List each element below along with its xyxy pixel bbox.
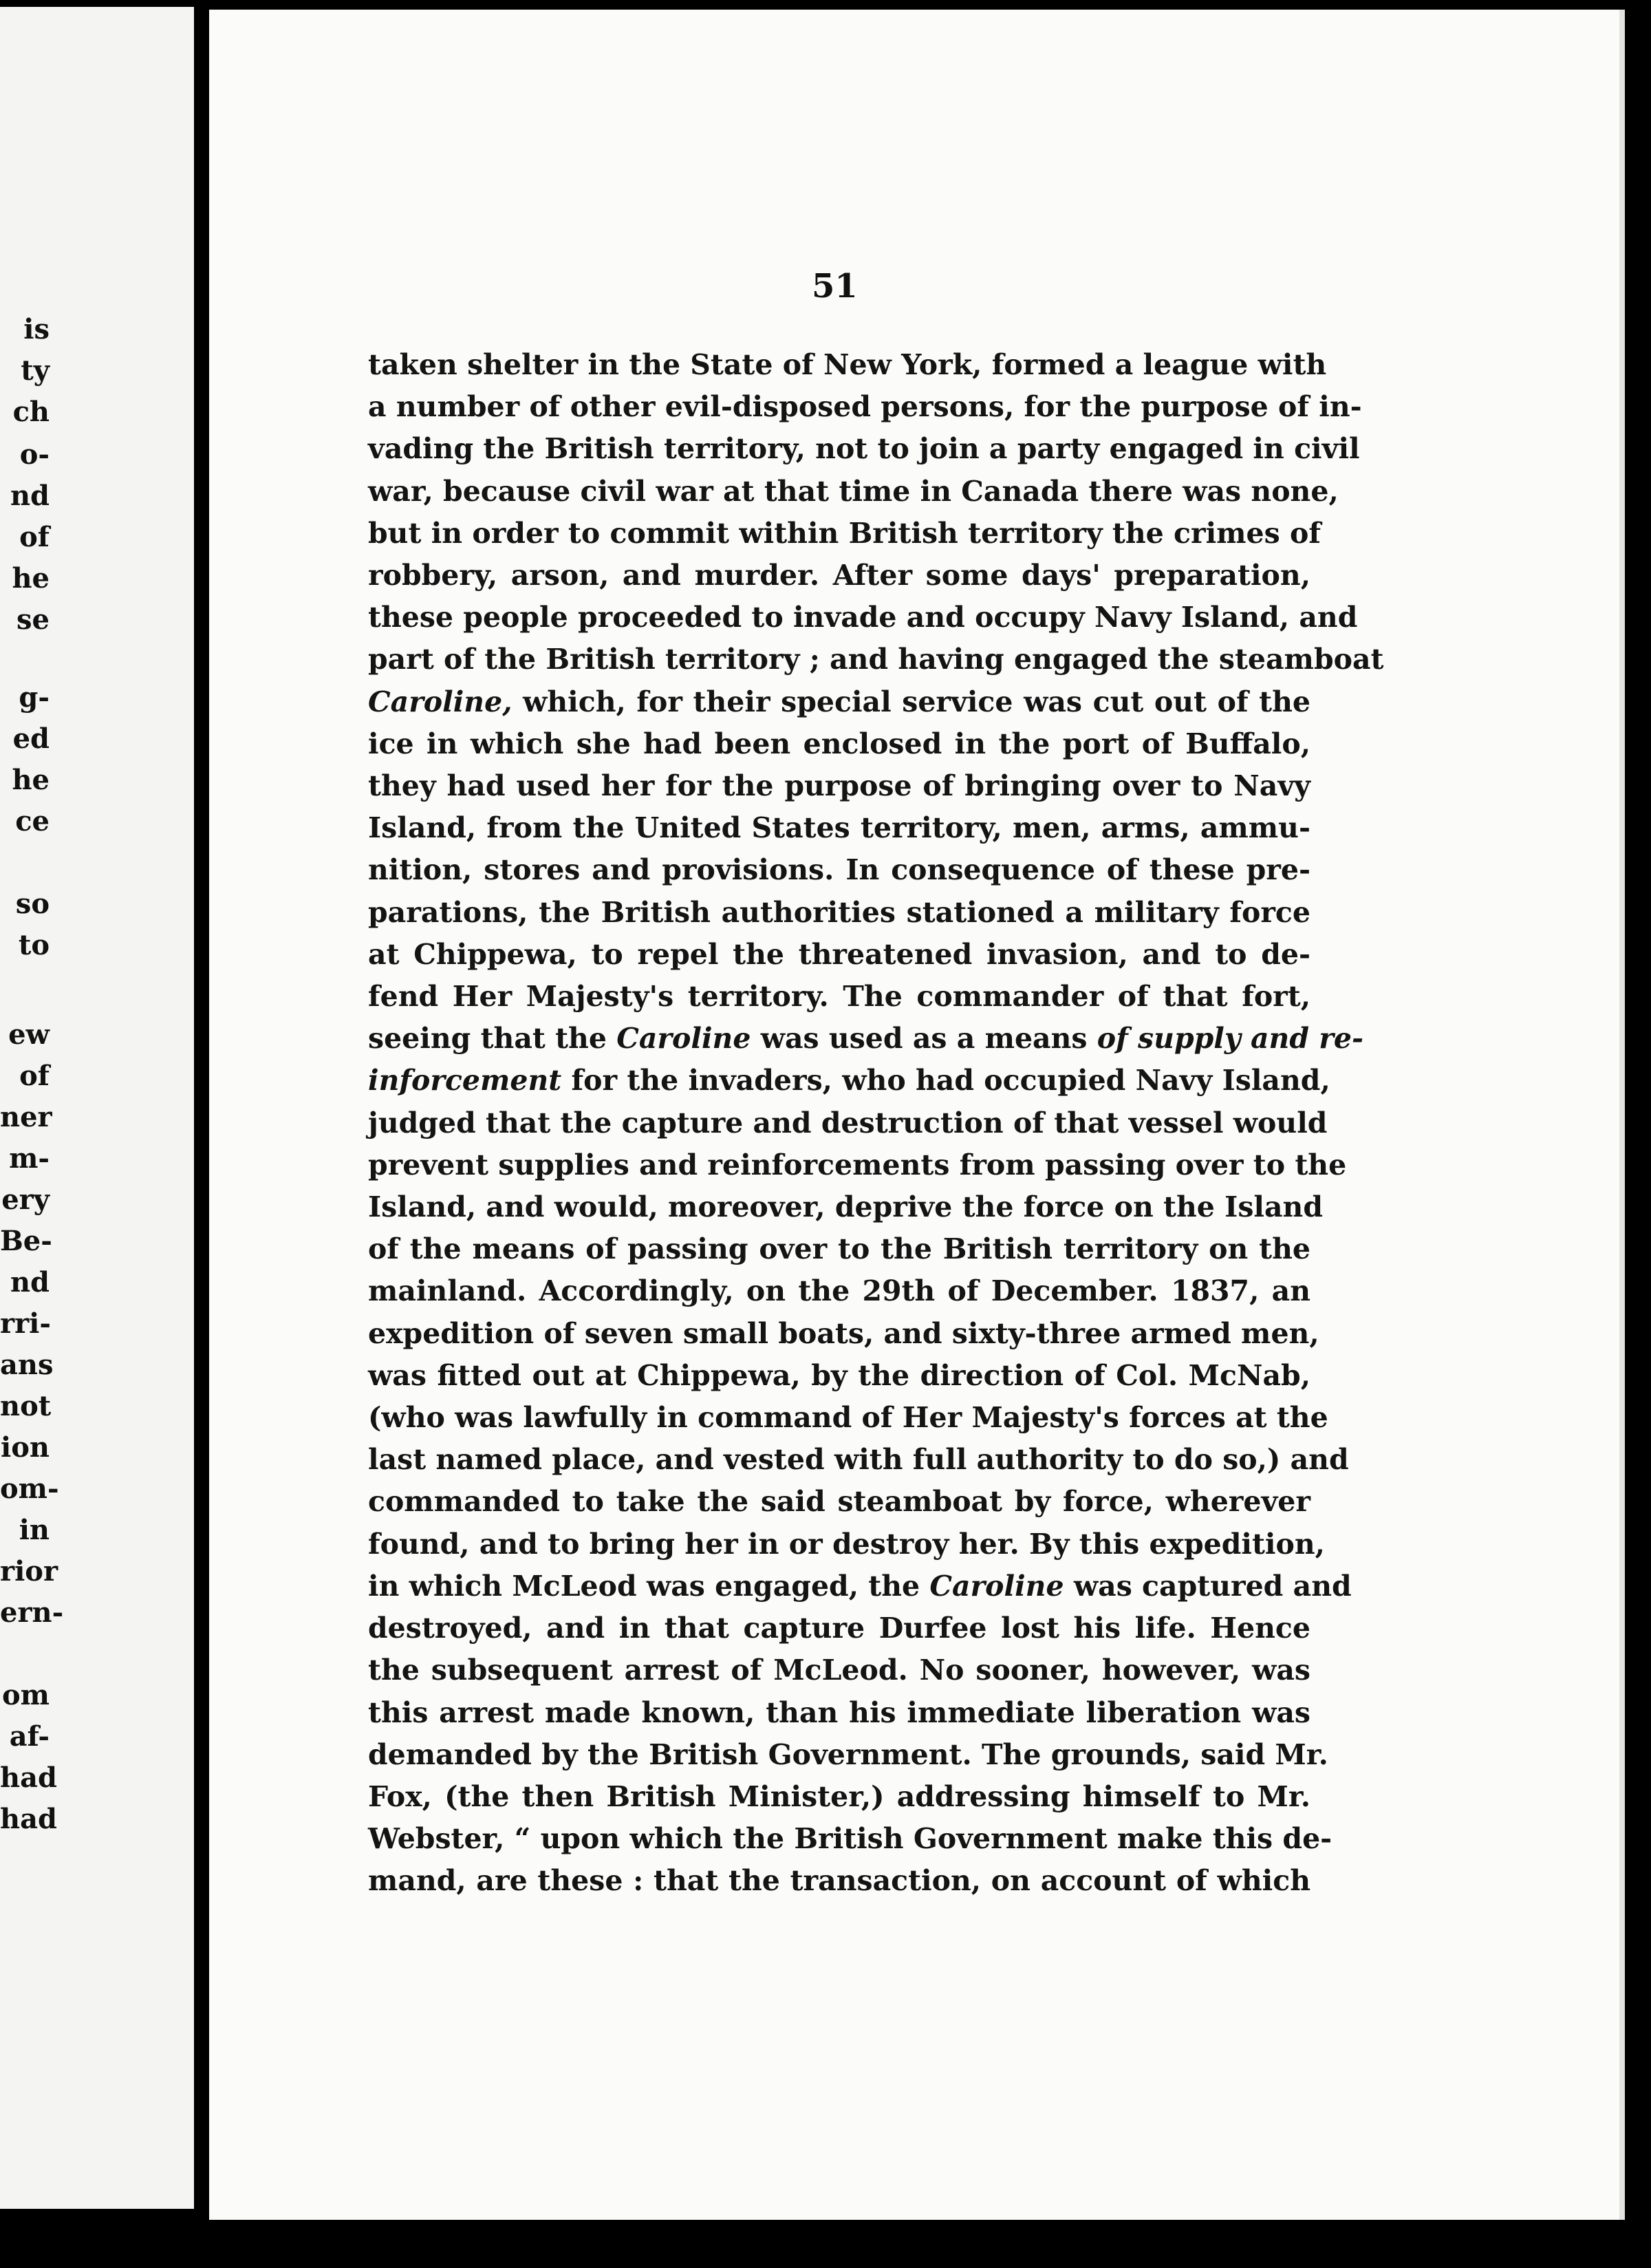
text-run: destroyed, and in that capture Durfee lost his life. Hence	[368, 1612, 1310, 1645]
text-run: vading the British territory, not to join a party engaged in civil	[368, 432, 1360, 466]
text-run: part of the British territory ; and having engaged the steamboat	[368, 643, 1384, 676]
text-run: prevent supplies and reinforcements from passing over to the	[368, 1148, 1347, 1181]
text-run: the subsequent arrest of McLeod. No sooner, however, was	[368, 1654, 1310, 1687]
text-run: Island, from the United States territory, men, arms, ammu-	[368, 811, 1310, 845]
text-line	[368, 1060, 1330, 1102]
text-run: these people proceeded to invade and occupy Navy Island, and	[368, 601, 1358, 634]
text-run: ice in which she had been enclosed in the port of Buffalo,	[368, 727, 1310, 760]
italic-text-run: of supply and re-	[1097, 1022, 1363, 1056]
text-line	[368, 1565, 1352, 1607]
text-run: Fox, (the then British Minister,) addressing himself to Mr.	[368, 1779, 1310, 1813]
text-line	[368, 1228, 1310, 1270]
text-run: was fitted out at Chippewa, by the direction of Col. McNab,	[368, 1358, 1310, 1392]
facing-page-fragment-text: rior	[0, 1555, 58, 1587]
text-run: nition, stores and provisions. In consequence of these pre-	[368, 853, 1310, 887]
facing-page-fragment-text: ew	[8, 1018, 50, 1051]
facing-page-fragment-text: ion	[1, 1431, 50, 1464]
facing-page-fragment-text: so	[15, 888, 50, 920]
facing-page-fragment-text: had	[0, 1762, 57, 1794]
italic-text-run: inforcement	[368, 1064, 562, 1098]
page-number: 51	[812, 267, 858, 306]
text-run: at Chippewa, to repel the threatened invasion, and to de-	[368, 937, 1310, 971]
facing-page-fragment-text: m-	[9, 1142, 50, 1175]
text-line	[368, 344, 1327, 386]
text-line	[368, 1102, 1328, 1144]
facing-page-fragment-text: he	[12, 562, 50, 595]
facing-page-fragment-text: is	[23, 313, 50, 345]
text-run: Webster, “ upon which the British Government make this de-	[368, 1822, 1332, 1856]
text-run: mand, are these : that the transaction, on account of which	[368, 1864, 1310, 1898]
facing-page-fragment-text: had	[0, 1803, 57, 1835]
text-line	[368, 934, 1310, 976]
facing-page-fragment-text: g-	[19, 681, 50, 714]
facing-page-fragment-text: ner	[0, 1101, 52, 1133]
text-line	[368, 807, 1310, 849]
facing-page-fragment-text: to	[18, 929, 50, 961]
text-run: expedition of seven small boats, and sixty-three armed men,	[368, 1316, 1319, 1350]
text-line	[368, 1186, 1324, 1228]
text-line	[368, 1692, 1310, 1734]
text-run: seeing that the	[368, 1022, 617, 1056]
text-line	[368, 1439, 1349, 1481]
text-run: this arrest made known, than his immediate liberation was	[368, 1695, 1310, 1729]
italic-text-run: Caroline	[616, 1022, 751, 1056]
text-run: (who was lawfully in command of Her Majesty's forces at the	[368, 1401, 1328, 1435]
italic-text-run: Caroline,	[368, 685, 512, 718]
text-run: but in order to commit within British territory the crimes of	[368, 516, 1321, 550]
facing-page-fragment-text: he	[12, 764, 50, 796]
facing-page-fragment-text: se	[17, 603, 50, 636]
text-run: commanded to take the said steamboat by force, wherever	[368, 1485, 1310, 1519]
text-run: was used as a means	[751, 1022, 1097, 1056]
facing-page-fragment-text: not	[0, 1390, 52, 1422]
facing-page-fragment-text: ed	[12, 723, 50, 755]
text-line	[368, 1313, 1319, 1355]
text-run: was captured and	[1064, 1569, 1352, 1603]
italic-text-run: Caroline	[929, 1569, 1064, 1603]
text-line	[368, 1649, 1310, 1691]
facing-page-fragment-text: af-	[9, 1720, 50, 1753]
facing-page-fragment-text: ch	[12, 396, 50, 428]
text-run: demanded by the British Government. The grounds, said Mr.	[368, 1737, 1328, 1771]
text-run: of the means of passing over to the British territory on the	[368, 1232, 1310, 1266]
text-line	[368, 1860, 1310, 1902]
text-run: robbery, arson, and murder. After some days' preparation,	[368, 559, 1310, 592]
text-line	[368, 1270, 1310, 1312]
text-run: taken shelter in the State of New York, formed a league with	[368, 348, 1327, 381]
facing-page-fragment-text: om-	[0, 1473, 59, 1505]
text-run: parations, the British authorities stationed a military force	[368, 895, 1310, 929]
facing-page-fragment-text: Be-	[0, 1225, 52, 1257]
facing-page-fragment-text: of	[19, 1060, 50, 1092]
text-line	[368, 1776, 1310, 1818]
facing-page-fragment-text: nd	[10, 480, 50, 512]
text-line	[368, 1018, 1363, 1060]
text-line	[368, 1355, 1310, 1397]
text-line	[368, 386, 1362, 428]
facing-page-fragment-text: in	[19, 1514, 50, 1546]
text-line	[368, 765, 1310, 807]
text-line	[368, 1523, 1325, 1565]
text-run: judged that the capture and destruction of that vessel would	[368, 1106, 1328, 1140]
text-line	[368, 681, 1310, 723]
text-line	[368, 1397, 1328, 1439]
text-run: in which McLeod was engaged, the	[368, 1569, 930, 1603]
text-run: last named place, and vested with full authority to do so,) and	[368, 1443, 1349, 1477]
text-line	[368, 892, 1310, 934]
text-line	[368, 1734, 1328, 1776]
facing-page-fragment-text: o-	[19, 438, 50, 471]
book-gutter	[194, 0, 209, 2268]
text-run: fend Her Majesty's territory. The commander of that fort,	[368, 980, 1310, 1014]
facing-page-fragment-text: ern-	[0, 1596, 64, 1629]
facing-page-fragment-text: ans	[0, 1349, 54, 1381]
text-line	[368, 1144, 1347, 1186]
text-run: found, and to bring her in or destroy her. By this expedition,	[368, 1527, 1325, 1561]
text-run: war, because civil war at that time in Canada there was none,	[368, 474, 1339, 508]
text-line	[368, 723, 1310, 765]
text-line	[368, 471, 1339, 513]
text-run: for the invaders, who had occupied Navy Island,	[561, 1064, 1330, 1098]
facing-page-fragment-text: ty	[21, 354, 50, 387]
text-line	[368, 849, 1310, 891]
page-body-text	[368, 344, 1384, 1903]
text-run: Island, and would, moreover, deprive the force on the Island	[368, 1190, 1324, 1224]
facing-page-fragment-text: of	[19, 521, 50, 553]
text-run: a number of other evil-disposed persons, for the purpose of in-	[368, 390, 1362, 424]
facing-page-fragment-text: om	[1, 1679, 50, 1711]
text-line	[368, 1481, 1310, 1523]
text-line	[368, 555, 1310, 597]
text-line	[368, 513, 1321, 555]
text-line	[368, 976, 1310, 1018]
facing-page-fragment-text: nd	[10, 1266, 50, 1298]
text-line	[368, 1607, 1310, 1649]
text-line	[368, 639, 1384, 681]
text-line	[368, 428, 1360, 470]
text-line	[368, 1818, 1332, 1860]
text-line	[368, 597, 1358, 639]
text-run: which, for their special service was cut out of the	[512, 685, 1310, 718]
page-edge	[1619, 10, 1625, 2220]
facing-page-fragment-text: ce	[15, 805, 50, 837]
text-run: they had used her for the purpose of bringing over to Navy	[368, 769, 1310, 803]
facing-page-fragment-text: ery	[1, 1184, 50, 1216]
text-run: mainland. Accordingly, on the 29th of December. 1837, an	[368, 1274, 1310, 1308]
facing-page-fragment-text: rri-	[0, 1307, 51, 1340]
